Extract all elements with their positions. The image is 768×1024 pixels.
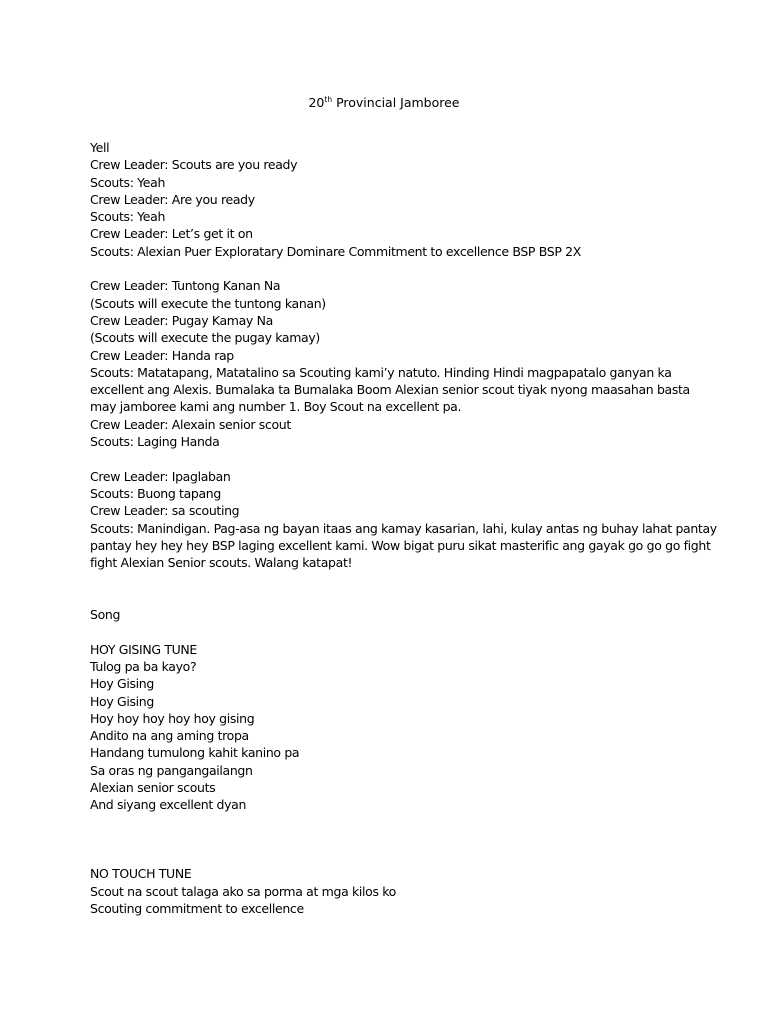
section2-line: Scouts: Laging Handa: [90, 434, 220, 450]
yell-line: Scouts: Alexian Puer Exploratary Dominare Commitment to excellence BSP BSP 2X: [90, 243, 581, 259]
section3-line: fight Alexian Senior scouts. Walang katapat!: [90, 555, 353, 571]
section3-line: Scouts: Buong tapang: [90, 485, 221, 501]
yell-line: Scouts: Yeah: [90, 174, 166, 190]
section2-line: Crew Leader: Pugay Kamay Na: [90, 312, 273, 328]
song-line: Alexian senior scouts: [90, 779, 216, 795]
yell-line: Scouts: Yeah: [90, 209, 166, 225]
paragraph-gap: [90, 589, 690, 606]
paragraph-gap: [90, 260, 690, 277]
song-line: Hoy hoy hoy hoy hoy gising: [90, 710, 255, 726]
song-line: Andito na ang aming tropa: [90, 728, 249, 744]
section3-line: pantay hey hey hey BSP laging excellent kami. Wow bigat puru sikat masterific ang gayak go go go fight: [90, 537, 711, 553]
section2-line: Crew Leader: Alexain senior scout: [90, 416, 291, 432]
page-title: [0, 94, 768, 111]
song-line: Scout na scout talaga ako sa porma at mga kilos ko: [90, 883, 396, 899]
title-prefix: 20: [308, 95, 325, 110]
paragraph-gap: [90, 450, 690, 467]
yell-line: Crew Leader: Are you ready: [90, 191, 255, 207]
yell-line: Crew Leader: Let’s get it on: [90, 226, 253, 242]
section3-line: Crew Leader: Ipaglaban: [90, 468, 231, 484]
song-line: Hoy Gising: [90, 676, 154, 692]
yell-heading: Yell: [90, 140, 110, 155]
song-line: Scouting commitment to excellence: [90, 901, 304, 917]
song-line: Tulog pa ba kayo?: [90, 658, 197, 674]
section2-line: Crew Leader: Handa rap: [90, 347, 234, 363]
section2-line: (Scouts will execute the tuntong kanan): [90, 295, 326, 311]
no-touch-title: NO TOUCH TUNE: [90, 866, 192, 882]
title-superscript: th: [324, 94, 333, 104]
paragraph-gap: [90, 848, 690, 865]
section2-line: Scouts: Matatapang, Matatalino sa Scouting kami’y natuto. Hinding Hindi magpapatalo ganyan ka: [90, 364, 672, 380]
song-line: And siyang excellent dyan: [90, 797, 247, 813]
title-rest: Provincial Jamboree: [332, 95, 460, 110]
section2-line: Crew Leader: Tuntong Kanan Na: [90, 278, 281, 294]
section3-line: Crew Leader: sa scouting: [90, 503, 240, 519]
song-line: Sa oras ng pangangailangn: [90, 762, 253, 778]
yell-line: Crew Leader: Scouts are you ready: [90, 157, 298, 173]
paragraph-gap: [90, 814, 690, 831]
song-line: Handang tumulong kahit kanino pa: [90, 745, 300, 761]
hoy-gising-title: HOY GISING TUNE: [90, 641, 197, 657]
song-line: Hoy Gising: [90, 693, 154, 709]
document-body: [90, 139, 717, 917]
section2-line: (Scouts will execute the pugay kamay): [90, 330, 320, 346]
paragraph-gap: [90, 623, 690, 640]
paragraph-gap: [90, 831, 690, 848]
section2-line: excellent ang Alexis. Bumalaka ta Bumalaka Boom Alexian senior scout tiyak nyong maasahan basta: [90, 382, 690, 398]
section2-line: may jamboree kami ang number 1. Boy Scout na excellent pa.: [90, 399, 462, 415]
song-heading: Song: [90, 607, 121, 623]
section3-line: Scouts: Manindigan. Pag-asa ng bayan itaas ang kamay kasarian, lahi, kulay antas ng buhay lahat pantay: [90, 520, 717, 536]
paragraph-gap: [90, 571, 690, 588]
